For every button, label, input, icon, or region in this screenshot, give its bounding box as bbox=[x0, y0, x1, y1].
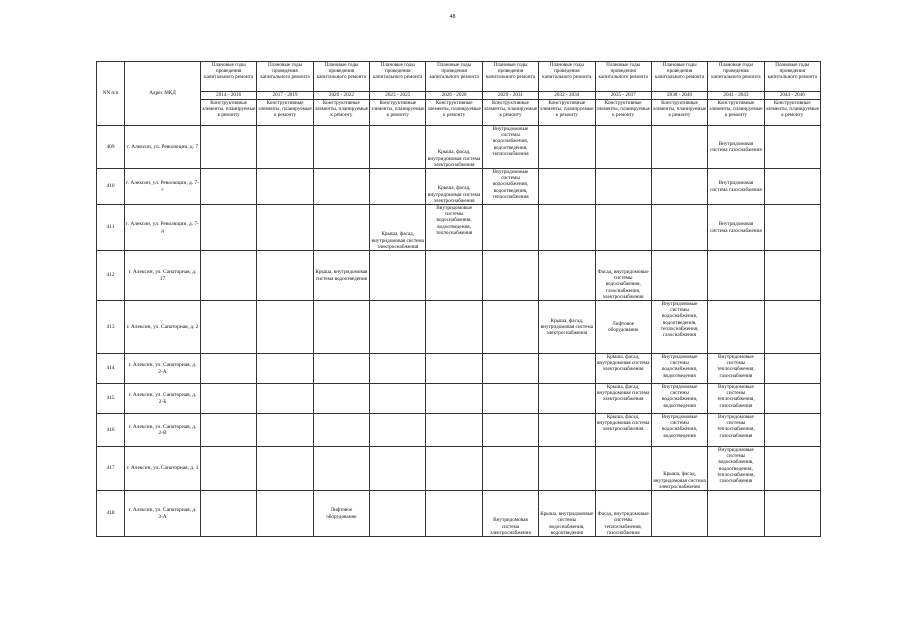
row-address: г. Алексин, ул. Революции, д. 7-г bbox=[125, 169, 201, 205]
repair-elements-cell: Крыша, фасад, внутридомовая система электроснабжения bbox=[539, 301, 595, 354]
row-number: 411 bbox=[97, 205, 125, 251]
row-number: 416 bbox=[97, 414, 125, 447]
row-address: г. Алексин, ул. Санаторная, д. 2-Б bbox=[125, 384, 201, 414]
header-elements: Конструктивные элементы, планируемые к ремонту bbox=[257, 100, 313, 126]
repair-elements-cell bbox=[201, 205, 257, 251]
repair-elements-cell bbox=[651, 126, 707, 169]
repair-elements-cell bbox=[201, 491, 257, 537]
row-address: г. Алексин, ул. Санаторная, д. 2 bbox=[125, 301, 201, 354]
header-years: 2038 - 2040 bbox=[651, 92, 707, 100]
repair-elements-cell bbox=[539, 169, 595, 205]
repair-elements-cell bbox=[764, 354, 820, 384]
repair-elements-cell bbox=[313, 301, 369, 354]
header-period: Плановые годы проведения капитального ремонта bbox=[426, 62, 482, 92]
repair-elements-cell bbox=[764, 251, 820, 301]
repair-elements-cell bbox=[257, 447, 313, 491]
repair-elements-cell bbox=[426, 251, 482, 301]
repair-elements-cell bbox=[764, 414, 820, 447]
repair-elements-cell bbox=[595, 447, 651, 491]
repair-elements-cell: Крыша, фасад, внутридомовая система электроснабжения bbox=[595, 414, 651, 447]
repair-elements-cell bbox=[651, 251, 707, 301]
repair-elements-cell bbox=[201, 251, 257, 301]
header-elements: Конструктивные элементы, планируемые к ремонту bbox=[201, 100, 257, 126]
repair-elements-cell bbox=[370, 491, 426, 537]
repair-elements-cell bbox=[539, 354, 595, 384]
repair-elements-cell bbox=[764, 491, 820, 537]
repair-elements-cell: Крыша, фасад, внутридомовая система электроснабжения bbox=[595, 354, 651, 384]
repair-elements-cell bbox=[313, 169, 369, 205]
repair-elements-cell bbox=[426, 384, 482, 414]
repair-elements-cell: Внутридомовые системы теплоснабжения, газоснабжения bbox=[708, 384, 764, 414]
header-period: Плановые годы проведения капитального ремонта bbox=[595, 62, 651, 92]
repair-elements-cell: Внутридомовые системы водоснабжения, водоотведения, теплоснабжения bbox=[426, 205, 482, 251]
header-period: Плановые годы проведения капитального ремонта bbox=[313, 62, 369, 92]
table-row bbox=[97, 414, 821, 447]
repair-elements-cell: Внутридомовые системы водоснабжения, водоотведения, теплоснабжения bbox=[482, 126, 538, 169]
header-elements: Конструктивные элементы, планируемые к ремонту bbox=[370, 100, 426, 126]
repair-elements-cell: Фасад, внутридомовые системы водоснабжения, газоснабжения, электроснабжения bbox=[595, 251, 651, 301]
repair-elements-cell bbox=[539, 126, 595, 169]
header-years: 2032 - 2034 bbox=[539, 92, 595, 100]
repair-elements-cell bbox=[595, 205, 651, 251]
repair-elements-cell: Крыша, фасад, внутридомовая система электроснабжения bbox=[426, 126, 482, 169]
repair-elements-cell bbox=[370, 301, 426, 354]
repair-elements-cell bbox=[257, 205, 313, 251]
table-body bbox=[97, 126, 821, 537]
row-address: г. Алексин, ул. Санаторная, д. 3 bbox=[125, 447, 201, 491]
repair-elements-cell bbox=[482, 301, 538, 354]
repair-elements-cell bbox=[257, 491, 313, 537]
repair-elements-cell: Внутридомовые системы водоснабжения, водоотведения bbox=[651, 354, 707, 384]
header-elements: Конструктивные элементы, планируемые к ремонту bbox=[764, 100, 820, 126]
repair-elements-cell bbox=[708, 301, 764, 354]
repair-elements-cell: Фасад, внутридомовые системы теплоснабжения, газоснабжения bbox=[595, 491, 651, 537]
header-period: Плановые годы проведения капитального ремонта bbox=[539, 62, 595, 92]
repair-elements-cell bbox=[482, 205, 538, 251]
repair-elements-cell bbox=[651, 491, 707, 537]
repair-elements-cell bbox=[764, 205, 820, 251]
row-number: 412 bbox=[97, 251, 125, 301]
header-period: Плановые годы проведения капитального ремонта bbox=[764, 62, 820, 92]
header-num: NN п/п bbox=[97, 62, 125, 126]
table-row bbox=[97, 447, 821, 491]
repair-elements-cell: Внутридомовая система газоснабжения bbox=[708, 205, 764, 251]
repair-elements-cell: Внутридомовые системы водоснабжения, водоотведения, теплоснабжения, газоснабжения bbox=[708, 447, 764, 491]
repair-elements-cell: Внутридомовая система газоснабжения bbox=[708, 126, 764, 169]
table-header bbox=[97, 62, 821, 126]
table-row bbox=[97, 126, 821, 169]
repair-elements-cell bbox=[370, 354, 426, 384]
row-number: 410 bbox=[97, 169, 125, 205]
table-row bbox=[97, 205, 821, 251]
repair-elements-cell bbox=[313, 126, 369, 169]
repair-elements-cell bbox=[257, 301, 313, 354]
repair-elements-cell bbox=[482, 384, 538, 414]
repair-elements-cell bbox=[482, 414, 538, 447]
header-period: Плановые годы проведения капитального ремонта bbox=[257, 62, 313, 92]
repair-elements-cell bbox=[370, 251, 426, 301]
capital-repair-schedule-table bbox=[96, 61, 821, 537]
repair-elements-cell: Лифтовое оборудование bbox=[313, 491, 369, 537]
row-number: 414 bbox=[97, 354, 125, 384]
repair-elements-cell: Внутридомовые системы теплоснабжения, газоснабжения bbox=[708, 354, 764, 384]
repair-elements-cell: Внутридомовая система газоснабжения bbox=[708, 169, 764, 205]
header-elements: Конструктивные элементы, планируемые к ремонту bbox=[539, 100, 595, 126]
repair-elements-cell bbox=[201, 301, 257, 354]
row-address: г. Алексин, ул. Революции, д. 7-д bbox=[125, 205, 201, 251]
repair-elements-cell bbox=[370, 169, 426, 205]
repair-elements-cell bbox=[482, 251, 538, 301]
header-years: 2044 - 2046 bbox=[764, 92, 820, 100]
repair-elements-cell bbox=[426, 447, 482, 491]
header-years: 2017 - 2019 bbox=[257, 92, 313, 100]
table-row bbox=[97, 491, 821, 537]
repair-elements-cell bbox=[764, 301, 820, 354]
page-number: 48 bbox=[449, 14, 456, 20]
row-address: г. Алексин, ул. Революции, д. 7 bbox=[125, 126, 201, 169]
repair-elements-cell bbox=[539, 414, 595, 447]
row-number: 409 bbox=[97, 126, 125, 169]
row-address: г. Алексин, ул. Санаторная, д. 2-А bbox=[125, 354, 201, 384]
repair-elements-cell bbox=[201, 126, 257, 169]
header-period: Плановые годы проведения капитального ремонта bbox=[708, 62, 764, 92]
repair-elements-cell bbox=[313, 414, 369, 447]
repair-elements-cell bbox=[708, 491, 764, 537]
repair-elements-cell bbox=[764, 384, 820, 414]
repair-elements-cell: Лифтовое оборудование bbox=[595, 301, 651, 354]
row-number: 417 bbox=[97, 447, 125, 491]
repair-elements-cell bbox=[313, 447, 369, 491]
repair-elements-cell bbox=[764, 126, 820, 169]
row-address: г. Алексин, ул. Санаторная, д. 2-В bbox=[125, 414, 201, 447]
row-address: г. Алексин, ул. Санаторная, д. 3-А bbox=[125, 491, 201, 537]
repair-elements-cell bbox=[595, 169, 651, 205]
repair-elements-cell bbox=[257, 169, 313, 205]
repair-elements-cell bbox=[651, 205, 707, 251]
repair-elements-cell bbox=[482, 447, 538, 491]
repair-elements-cell bbox=[539, 384, 595, 414]
repair-elements-cell: Крыша, фасад, внутридомовая система электроснабжения bbox=[426, 169, 482, 205]
header-elements: Конструктивные элементы, планируемые к ремонту bbox=[651, 100, 707, 126]
row-number: 415 bbox=[97, 384, 125, 414]
header-elements: Конструктивные элементы, планируемые к ремонту bbox=[313, 100, 369, 126]
header-years: 2020 - 2022 bbox=[313, 92, 369, 100]
repair-elements-cell bbox=[257, 354, 313, 384]
header-elements: Конструктивные элементы, планируемые к ремонту bbox=[595, 100, 651, 126]
repair-elements-cell: Крыша, внутридомовые системы водоснабжения, водоотведения bbox=[539, 491, 595, 537]
repair-elements-cell bbox=[257, 384, 313, 414]
repair-elements-cell: Внутридомовые системы водоснабжения, водоотведения, теплоснабжения, газоснабжения bbox=[651, 301, 707, 354]
header-period: Плановые годы проведения капитального ремонта bbox=[370, 62, 426, 92]
header-years: 2029 - 2031 bbox=[482, 92, 538, 100]
header-years: 2014 - 2016 bbox=[201, 92, 257, 100]
header-period: Плановые годы проведения капитального ремонта bbox=[651, 62, 707, 92]
repair-elements-cell bbox=[370, 447, 426, 491]
header-elements: Конструктивные элементы, планируемые к ремонту bbox=[482, 100, 538, 126]
repair-elements-cell bbox=[201, 447, 257, 491]
header-address: Адрес МКД bbox=[125, 62, 201, 126]
repair-elements-cell bbox=[539, 251, 595, 301]
repair-elements-cell bbox=[370, 126, 426, 169]
table-row bbox=[97, 384, 821, 414]
repair-elements-cell: Крыша, внутридомовая система водоотведения bbox=[313, 251, 369, 301]
header-years: 2035 - 2037 bbox=[595, 92, 651, 100]
repair-elements-cell bbox=[313, 354, 369, 384]
repair-elements-cell: Внутридомовые системы водоснабжения, водоотведения bbox=[651, 414, 707, 447]
header-elements: Конструктивные элементы, планируемые к ремонту bbox=[708, 100, 764, 126]
table-row bbox=[97, 251, 821, 301]
repair-elements-cell bbox=[764, 447, 820, 491]
repair-elements-cell: Внутридомовые системы теплоснабжения, газоснабжения bbox=[708, 414, 764, 447]
table-row bbox=[97, 169, 821, 205]
header-period: Плановые годы проведения капитального ремонта bbox=[482, 62, 538, 92]
repair-elements-cell bbox=[595, 126, 651, 169]
repair-elements-cell bbox=[370, 384, 426, 414]
repair-elements-cell bbox=[539, 205, 595, 251]
table-row bbox=[97, 354, 821, 384]
repair-elements-cell bbox=[257, 414, 313, 447]
header-period: Плановые годы проведения капитального ремонта bbox=[201, 62, 257, 92]
row-number: 418 bbox=[97, 491, 125, 537]
repair-elements-cell: Внутридомовые системы водоснабжения, водоотведения, теплоснабжения bbox=[482, 169, 538, 205]
repair-elements-cell: Крыша, фасад, внутридомовая система электроснабжения bbox=[651, 447, 707, 491]
repair-elements-cell bbox=[426, 414, 482, 447]
repair-elements-cell: Крыша, фасад, внутридомовая система электроснабжения bbox=[370, 205, 426, 251]
repair-elements-cell bbox=[426, 354, 482, 384]
header-years: 2041 - 2043 bbox=[708, 92, 764, 100]
repair-elements-cell bbox=[539, 447, 595, 491]
repair-elements-cell: Внутридомовые системы водоснабжения, водоотведения bbox=[651, 384, 707, 414]
repair-elements-cell bbox=[426, 301, 482, 354]
repair-elements-cell bbox=[201, 384, 257, 414]
header-years: 2026 - 2028 bbox=[426, 92, 482, 100]
repair-elements-cell: Внутридомовая система электроснабжения bbox=[482, 491, 538, 537]
row-number: 413 bbox=[97, 301, 125, 354]
repair-elements-cell bbox=[313, 205, 369, 251]
repair-elements-cell bbox=[651, 169, 707, 205]
repair-elements-cell bbox=[426, 491, 482, 537]
repair-elements-cell bbox=[201, 414, 257, 447]
table-row bbox=[97, 301, 821, 354]
repair-elements-cell bbox=[313, 384, 369, 414]
repair-elements-cell bbox=[257, 251, 313, 301]
repair-elements-cell bbox=[257, 126, 313, 169]
repair-elements-cell bbox=[370, 414, 426, 447]
repair-elements-cell bbox=[764, 169, 820, 205]
repair-elements-cell bbox=[482, 354, 538, 384]
repair-elements-cell bbox=[708, 251, 764, 301]
repair-elements-cell: Крыша, фасад, внутридомовая система электроснабжения bbox=[595, 384, 651, 414]
row-address: г. Алексин, ул. Санаторная, д. 17 bbox=[125, 251, 201, 301]
header-years: 2023 - 2025 bbox=[370, 92, 426, 100]
repair-elements-cell bbox=[201, 169, 257, 205]
header-elements: Конструктивные элементы, планируемые к ремонту bbox=[426, 100, 482, 126]
repair-elements-cell bbox=[201, 354, 257, 384]
